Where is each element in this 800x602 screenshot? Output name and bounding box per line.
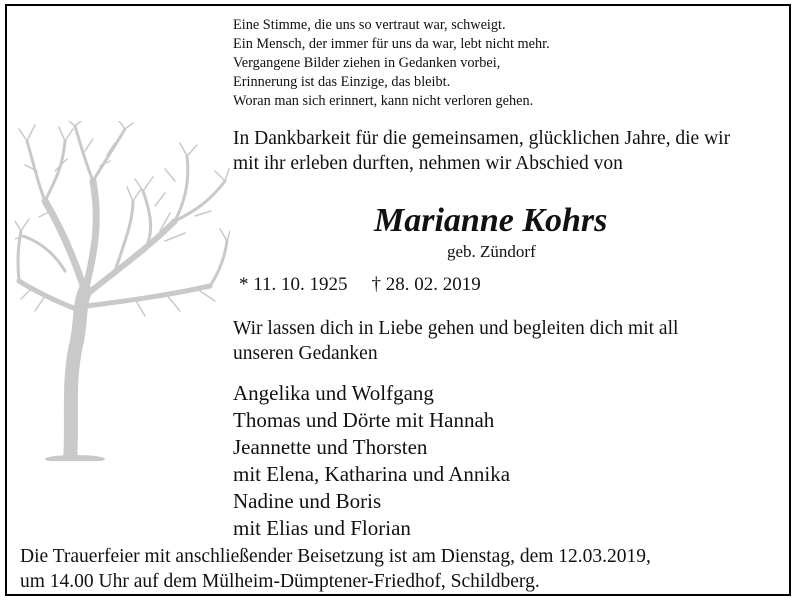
family-member: mit Elena, Katharina und Annika [233, 462, 511, 486]
maiden-name: geb. Zündorf [447, 242, 536, 261]
family-member: Nadine und Boris [233, 489, 382, 513]
life-dates [239, 274, 481, 296]
poem-line: Ein Mensch, der immer für uns da war, lebt nicht mehr. [233, 36, 550, 52]
farewell-text [233, 316, 773, 366]
family-member: Angelika und Wolfgang [233, 381, 434, 405]
poem [233, 16, 550, 111]
poem-line: Vergangene Bilder ziehen in Gedanken vorbei, [233, 55, 501, 71]
intro-line: In Dankbarkeit für die gemeinsamen, glücklichen Jahre, die wir [233, 128, 731, 149]
birth-date: * 11. 10. 1925 [239, 274, 348, 295]
poem-line: Erinnerung ist das Einzige, das bleibt. [233, 74, 451, 90]
deceased-name: Marianne Kohrs [374, 202, 608, 239]
intro-text [233, 126, 753, 176]
death-date: † 28. 02. 2019 [371, 274, 481, 295]
family-member: Thomas und Dörte mit Hannah [233, 408, 495, 432]
funeral-line: Die Trauerfeier mit anschließender Beisetzung ist am Dienstag, dem 12.03.2019, [20, 546, 651, 567]
family-member: Jeannette und Thorsten [233, 435, 428, 459]
tree-illustration [15, 121, 230, 461]
farewell-line: unseren Gedanken [233, 343, 378, 364]
poem-line: Eine Stimme, die uns so vertraut war, schweigt. [233, 17, 506, 33]
family-list [233, 380, 510, 542]
poem-line: Woran man sich erinnert, kann nicht verloren gehen. [233, 93, 534, 109]
obituary-card [5, 4, 791, 596]
funeral-line: um 14.00 Uhr auf dem Mülheim-Dümptener-Friedhof, Schildberg. [20, 571, 540, 592]
intro-line: mit ihr erleben durften, nehmen wir Abschied von [233, 153, 623, 174]
farewell-line: Wir lassen dich in Liebe gehen und begleiten dich mit all [233, 318, 679, 339]
family-member: mit Elias und Florian [233, 516, 411, 540]
funeral-notice [20, 544, 790, 594]
